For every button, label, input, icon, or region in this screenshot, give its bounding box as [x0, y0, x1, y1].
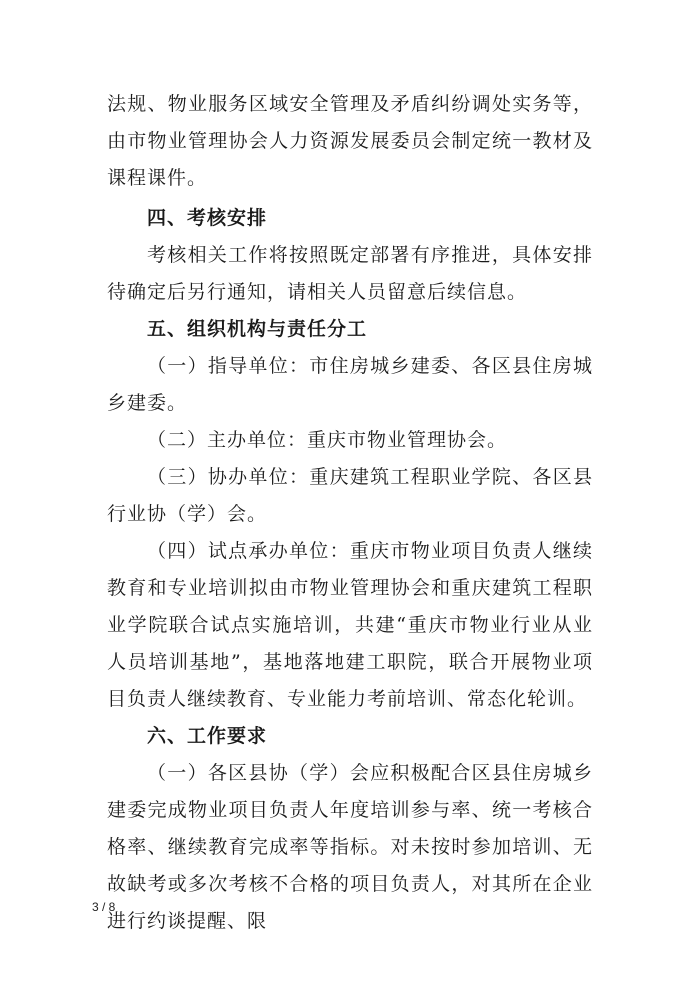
paragraph-assessment: 考核相关工作将按照既定部署有序推进，具体安排待确定后另行通知，请相关人员留意后续信息。	[107, 244, 593, 303]
page-number: 3 / 8	[92, 900, 116, 914]
paragraph-guidance-unit: （一）指导单位：市住房城乡建委、各区县住房城乡建委。	[107, 355, 593, 414]
document-body	[107, 86, 593, 940]
paragraph-host-unit: （二）主办单位：重庆市物业管理协会。	[147, 429, 508, 451]
paragraph-pilot-unit: （四）试点承办单位：重庆市物业项目负责人继续教育和专业培训拟由市物业管理协会和重庆建筑工程职业学院联合试点实施培训，共建“重庆市物业行业从业人员培训基地”，基地落地建工职院，联合开展物业项目负责人继续教育、专业能力考前培训、常态化轮训。	[107, 540, 593, 710]
section-heading-requirements: 六、工作要求	[147, 725, 268, 747]
section-heading-organization: 五、组织机构与责任分工	[147, 318, 368, 340]
section-heading-assessment: 四、考核安排	[147, 207, 268, 229]
paragraph-requirement-1: （一）各区县协（学）会应积极配合区县住房城乡建委完成物业项目负责人年度培训参与率、统一考核合格率、继续教育完成率等指标。对未按时参加培训、无故缺考或多次考核不合格的项目负责人，对其所在企业进行约谈提醒、限	[107, 762, 593, 932]
paragraph-co-host-unit: （三）协办单位：重庆建筑工程职业学院、各区县行业协（学）会。	[107, 466, 593, 525]
paragraph-continued: 法规、物业服务区域安全管理及矛盾纠纷调处实务等，由市物业管理协会人力资源发展委员会制定统一教材及课程课件。	[107, 93, 593, 189]
